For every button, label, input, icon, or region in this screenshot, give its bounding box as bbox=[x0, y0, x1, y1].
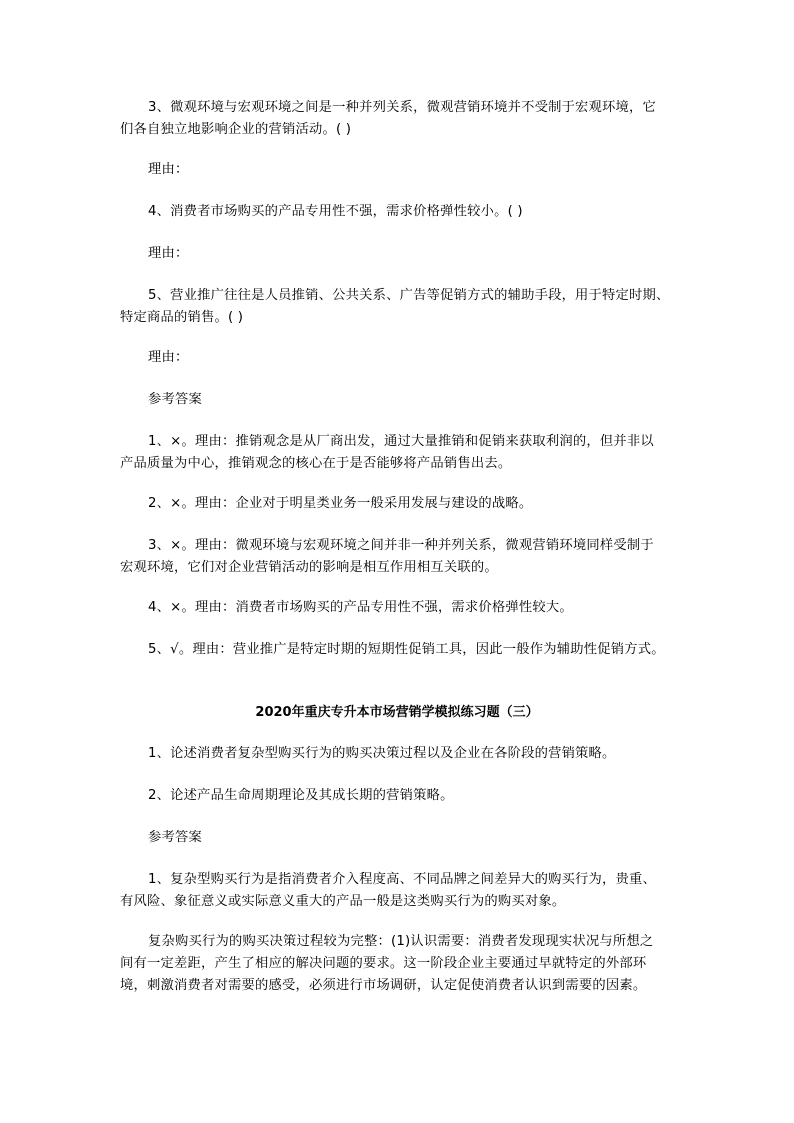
reference-answer-heading bbox=[120, 389, 680, 411]
essay-answer-2-line-3: 境，刺激消费者对需要的感受，必须进行市场调研，认定促使消费者认识到需要的因素。 bbox=[120, 978, 647, 993]
question-5-line-2: 特定商品的销售。( ) bbox=[120, 310, 244, 325]
section-title: 2020年重庆专升本市场营销学模拟练习题（三） bbox=[255, 705, 539, 720]
reason-text: 理由： bbox=[148, 350, 189, 365]
answer-1-line-2: 产品质量为中心，推销观念的核心在于是否能够将产品销售出去。 bbox=[120, 456, 512, 471]
reference-answer-heading bbox=[120, 827, 680, 849]
essay-answer-2-line-2: 间有一定差距，产生了相应的解决问题的要求。这一阶段企业主要通过早就特定的外部环 bbox=[120, 956, 647, 971]
reference-answer-text: 参考答案 bbox=[148, 392, 202, 407]
essay-answer-1 bbox=[120, 869, 680, 913]
reason-label bbox=[120, 159, 680, 181]
essay-answer-1-line-2: 有风险、象征意义或实际意义重大的产品一般是这类购买行为的购买对象。 bbox=[120, 894, 566, 909]
answer-4 bbox=[120, 597, 680, 619]
essay-answer-2-line-1: 复杂购买行为的购买决策过程较为完整：(1)认识需要：消费者发现现实状况与所想之 bbox=[148, 934, 654, 949]
question-5 bbox=[120, 285, 680, 329]
answer-2 bbox=[120, 493, 680, 515]
essay-question-1-text: 1、论述消费者复杂型购买行为的购买决策过程以及企业在各阶段的营销策略。 bbox=[148, 746, 616, 761]
answer-5 bbox=[120, 639, 680, 661]
essay-answer-2 bbox=[120, 931, 680, 997]
answer-2-line-1: 2、×。理由：企业对于明星类业务一般采用发展与建设的战略。 bbox=[148, 496, 533, 511]
answer-5-line-1: 5、√。理由：营业推广是特定时期的短期性促销工具，因此一般作为辅助性促销方式。 bbox=[148, 642, 665, 657]
reason-text: 理由： bbox=[148, 162, 189, 177]
reason-label bbox=[120, 243, 680, 265]
answer-1 bbox=[120, 431, 680, 475]
question-4-line-1: 4、消费者市场购买的产品专用性不强，需求价格弹性较小。( ) bbox=[148, 204, 523, 219]
essay-question-1 bbox=[120, 743, 680, 765]
reason-label bbox=[120, 347, 680, 369]
question-5-line-1: 5、营业推广往往是人员推销、公共关系、广告等促销方式的辅助手段，用于特定时期、 bbox=[148, 288, 670, 303]
reason-text: 理由： bbox=[148, 246, 189, 261]
answer-4-line-1: 4、×。理由：消费者市场购买的产品专用性不强，需求价格弹性较大。 bbox=[148, 600, 573, 615]
question-3-line-1: 3、微观环境与宏观环境之间是一种并列关系，微观营销环境并不受制于宏观环境，它 bbox=[148, 100, 657, 115]
question-4 bbox=[120, 201, 680, 223]
essay-question-2-text: 2、论述产品生命周期理论及其成长期的营销策略。 bbox=[148, 788, 454, 803]
answer-3-line-2: 宏观环境，它们对企业营销活动的影响是相互作用相互关联的。 bbox=[120, 560, 498, 575]
reference-answer-text: 参考答案 bbox=[148, 830, 202, 845]
answer-3-line-1: 3、×。理由：微观环境与宏观环境之间并非一种并列关系，微观营销环境同样受制于 bbox=[148, 538, 654, 553]
essay-question-2 bbox=[120, 785, 680, 807]
question-3-line-2: 们各自独立地影响企业的营销活动。( ) bbox=[120, 122, 352, 137]
question-3 bbox=[120, 97, 680, 141]
essay-answer-1-line-1: 1、复杂型购买行为是指消费者介入程度高、不同品牌之间差异大的购买行为，贵重、 bbox=[148, 872, 657, 887]
answer-1-line-1: 1、×。理由：推销观念是从厂商出发，通过大量推销和促销来获取利润的，但并非以 bbox=[148, 434, 654, 449]
answer-3 bbox=[120, 535, 680, 579]
